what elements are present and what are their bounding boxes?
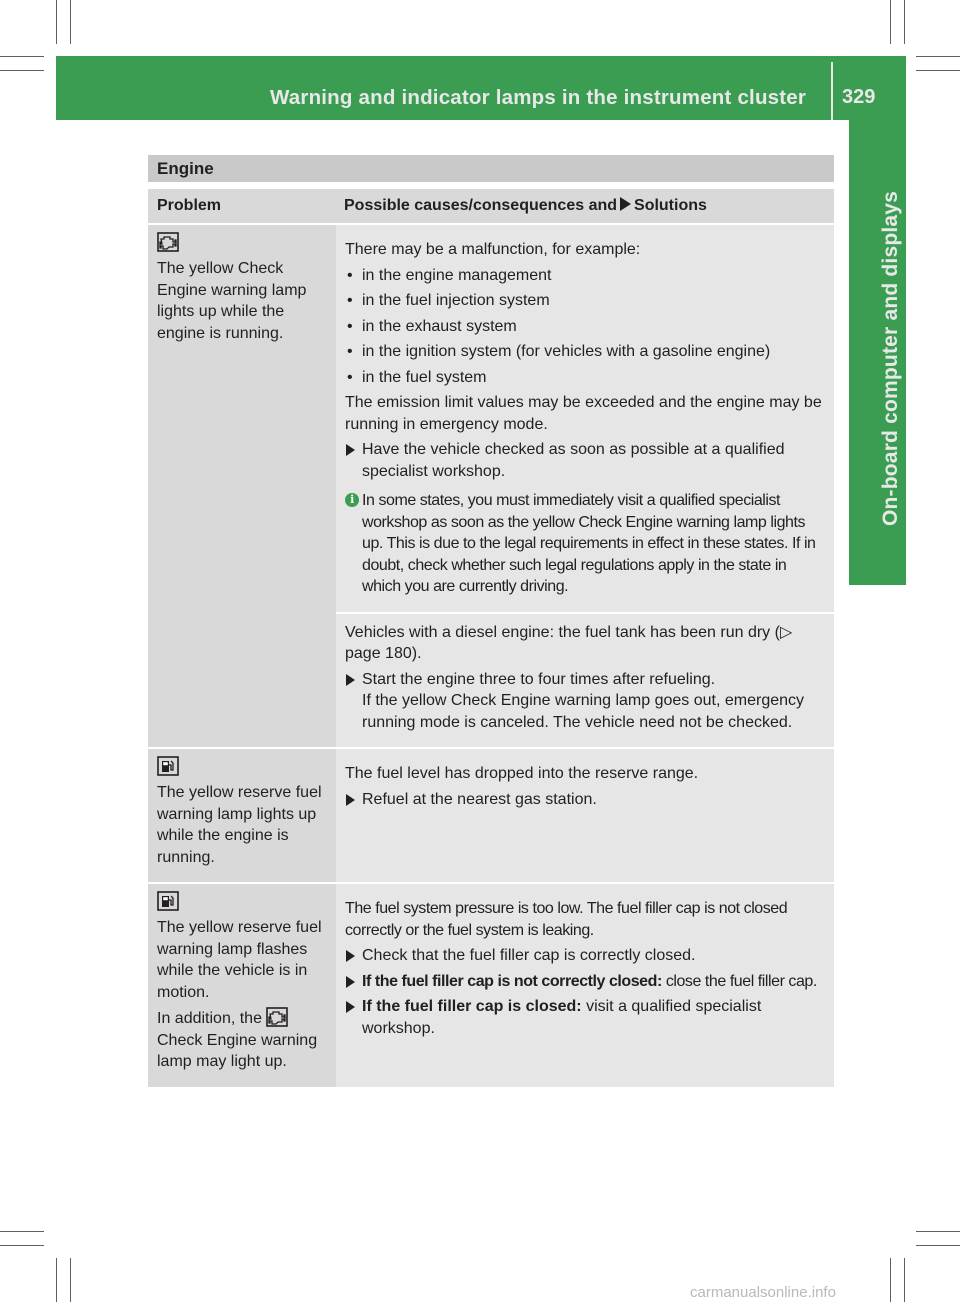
arrow-right-icon (346, 1001, 355, 1013)
page-number: 329 (842, 86, 876, 108)
action-step-text: Check that the fuel filler cap is correctly closed. (362, 947, 696, 964)
action-step (345, 971, 828, 993)
column-problem: Problem (157, 197, 222, 214)
crop-mark (904, 0, 905, 44)
info-note-text: In some states, you must immediately visit a qualified specialist workshop as soon as the yellow Check Engine warning lamp lights up. This is due to the legal requirements in effect in these states. If in doubt, check whether such legal regulations apply in the state in which you are currently driving. (362, 492, 816, 595)
problem-text: The yellow Check Engine warning lamp lights up while the engine is running. (157, 260, 307, 342)
solution-text: The fuel level has dropped into the reserve range. (345, 765, 699, 782)
crop-mark (70, 0, 71, 44)
crop-mark (890, 0, 891, 44)
fuel-pump-icon (157, 756, 179, 776)
list-item: • in the fuel injection system (345, 290, 828, 312)
section-side-tab-label: On-board computer and displays (879, 190, 902, 526)
action-step (345, 439, 828, 482)
crop-mark (904, 1258, 905, 1302)
page-header-title: Warning and indicator lamps in the instrument cluster (270, 86, 807, 109)
crop-mark (56, 1258, 57, 1302)
problem-cell (148, 749, 336, 882)
action-step-condition: If the fuel filler cap is not correctly closed: (362, 972, 662, 990)
crop-mark (0, 56, 44, 57)
crop-mark (916, 70, 960, 71)
watermark: carmanualsonline.info (690, 1284, 836, 1301)
action-step (345, 945, 828, 967)
arrow-right-icon (346, 976, 355, 988)
check-engine-icon (157, 232, 179, 252)
solution-intro: Vehicles with a diesel engine: the fuel tank has been run dry (▷ page 180). (345, 623, 793, 662)
table-row (148, 225, 834, 749)
crop-mark (70, 1258, 71, 1302)
engine-table (148, 155, 834, 1089)
check-engine-icon (266, 1007, 288, 1027)
table-column-header (148, 189, 834, 225)
action-step (345, 789, 828, 811)
action-step-text: visit a qualified specialist workshop. (362, 998, 762, 1037)
crop-mark (0, 1231, 44, 1232)
arrow-right-icon (346, 794, 355, 806)
action-step (345, 669, 828, 734)
list-item: • in the fuel system (345, 367, 828, 389)
arrow-right-icon (346, 950, 355, 962)
list-item: • in the engine management (345, 265, 828, 287)
crop-mark (916, 1245, 960, 1246)
solution-cell (336, 749, 834, 882)
crop-mark (916, 56, 960, 57)
arrow-right-icon (346, 674, 355, 686)
list-item: • in the exhaust system (345, 316, 828, 338)
problem-text-secondary: In addition, the Check Engine warning lamp may light up. (157, 1007, 330, 1073)
fuel-pump-icon (157, 891, 179, 911)
table-row (148, 884, 834, 1089)
problem-cell (148, 884, 336, 1087)
list-item: • in the ignition system (for vehicles with a gasoline engine) (345, 341, 828, 363)
page-ref-link[interactable]: page 180). (345, 645, 422, 662)
action-step-condition: If the fuel filler cap is closed: (362, 998, 582, 1015)
table-row (148, 749, 834, 884)
table-title: Engine (148, 155, 834, 182)
action-step-text: Refuel at the nearest gas station. (362, 790, 597, 808)
header-divider (831, 62, 833, 120)
crop-mark (0, 1245, 44, 1246)
solution-text: The emission limit values may be exceeded and the engine may be running in emergency mode. (345, 394, 822, 433)
crop-mark (890, 1258, 891, 1302)
page-ref-symbol: (▷ (774, 623, 793, 641)
solution-intro: There may be a malfunction, for example: (345, 241, 641, 258)
action-step-text: close the fuel filler cap. (665, 972, 817, 990)
column-solutions-suffix: Solutions (634, 197, 707, 214)
column-solutions-prefix: Possible causes/consequences and (344, 197, 618, 214)
action-step-text: Start the engine three to four times after refueling. (362, 670, 716, 688)
problem-text: The yellow reserve fuel warning lamp lights up while the engine is running. (157, 784, 322, 866)
crop-mark (0, 70, 44, 71)
crop-mark (916, 1231, 960, 1232)
action-step-note: If the yellow Check Engine warning lamp goes out, emergency running mode is canceled. The vehicle need not be checked. (362, 692, 805, 731)
solution-subcell (336, 612, 834, 734)
crop-mark (56, 0, 57, 44)
solution-cell (336, 884, 834, 1087)
problem-text: The yellow reserve fuel warning lamp flashes while the vehicle is in motion. (157, 919, 322, 1001)
solution-text: The fuel system pressure is too low. The fuel filler cap is not closed correctly or the fuel system is leaking. (345, 900, 788, 939)
arrow-right-icon (620, 197, 631, 211)
problem-cell (148, 225, 336, 747)
action-step-text: Have the vehicle checked as soon as possible at a qualified specialist workshop. (362, 441, 785, 480)
info-icon: i (345, 493, 359, 507)
action-step (345, 996, 828, 1039)
column-solutions (336, 189, 707, 223)
info-note (345, 490, 828, 598)
solution-cell (336, 225, 834, 747)
arrow-right-icon (346, 444, 355, 456)
